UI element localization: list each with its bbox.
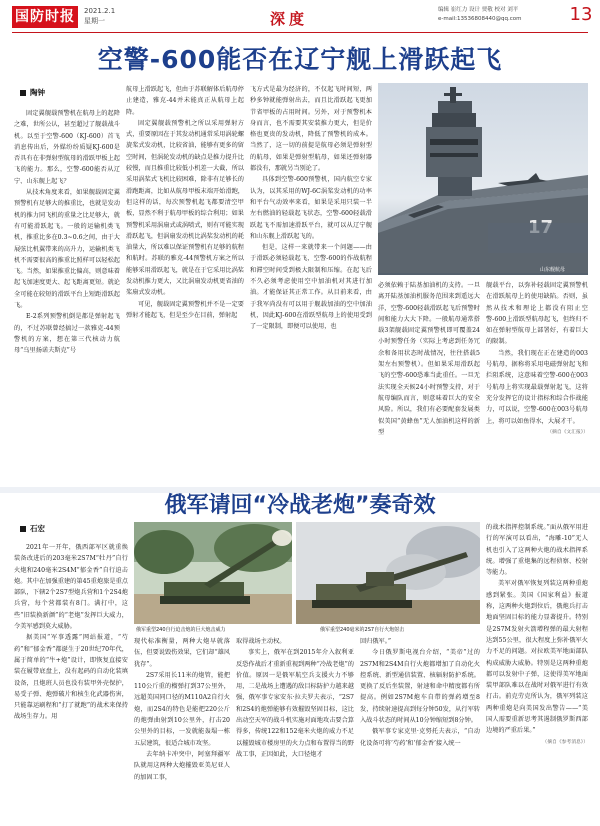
weekday-text: 星期一 [84,17,105,25]
staff-credits: 编辑 崔红力 设计 贾敬 校对 刘平 [438,7,519,13]
photo-caption: 山东舰航母 [540,267,566,273]
masthead-logo: 国防时报 [12,6,78,28]
issue-date [84,6,115,26]
header-divider [12,32,588,33]
article1-column-1 [14,108,120,480]
paragraph: 必须依赖于陆基加油机的支持。一旦离开陆基加油机服务范围来到遥远大洋，空警-600轻载滑跃起飞后预警时间和能力大大下降。一般航母通常搭载3架舰载固定翼预警机即可覆盖24小时预警任务（实际上考虑到任务冗余和备用状态时战情况，往往搭载5架左右预警机）。但如果采用滑跃起飞的空警-600恐难当此重任。一旦无法实现全天候24小时预警支持，对于航母编队而言，则意味着巨大的安全风险。所以，我们有必要配套发展类似美国“黄蜂鱼”无人加油机这样的新型 [378,282,480,436]
paragraph: 的战术指挥控制系统。”面从俄军用进行的军演可以看出，“海雕-10”无人机也引入了这两种火炮的战术指挥系统。增强了重炮集的远程侦察、校射等能力。 [486,524,588,577]
paragraph: 固定翼舰载预警机在航母上的起降之难，世所公认，甚至超过了舰载战斗机。以至于空警-600（KJ-600）首飞消息传出后，外媒纷纷质疑KJ-600是否具有在非弹射型航母的滑跃甲板上起飞的能力。那么，空警-600能否从辽宁、山东舰上起飞？ [14,110,120,185]
paragraph: 舰载平台，以弥补轻载固定翼预警机在滑跃航母上的使用缺陷。否则，虽然从技术和理论上都没有阻止空警-600上滑跃型航母起飞，但终归不如在弹射型航母上部署好，有着巨大的限制。 [486,282,588,346]
byline-author: 石宏 [30,524,45,533]
paragraph: 美军对俄军恢复列装这两种重炮感到紧张。美国《国家利益》报道称，这两种火炮到位后，俄炮兵打击地面坚固目标的能力显著提升。特别是2S7M发射火箭增程弹的最大射程达到55公里，很大程度上弥补俄军火力不足的问题。对拉欧美军地面部队构成威胁大威胁。特别是这两种重炮都可以发射中子弹，这使得美军地面装甲部队难以在战时对俄军进行有效打击。前克劳克所认为，俄军列装这两种重炮是向美国发出警告——“美国人需要重新思考其遏制俄罗斯西部边境的严重后果。” [486,580,588,735]
aircraft-carrier-image [378,83,588,275]
article2-column-2 [134,636,230,820]
article1-column-5 [486,280,588,480]
paragraph: 但是，这样一来就带来一个问题——由于滑跃必须轻载起飞，空警-600的作战航程和滞空时间受到极大限制和压缩。在起飞后不久必须考虑使用空中加油机对其进行加油。才能保证其正常工作。从目前来看，由于我军尚没有可以用于舰载加油的空中加油机，因此KJ-600在滑跃型航母上的使用受到了一定限制，即便可以使用，也 [250,244,372,331]
photo-caption-left: 俄军重型240自行迫击炮的巨大炮击威力 [136,627,226,633]
howitzer-photo [296,522,480,624]
howitzer-image [296,522,480,624]
paragraph: 航母上滑跃起飞，但由于苏联解体后航母停止建造，雅克-44并未能真正从航母上起降。 [126,86,244,116]
byline-square-icon [20,526,26,532]
section-title: 深度 [270,10,309,28]
paragraph: 事实上，俄军在到2015年介入叙利亚反恐作战后才重新重视到两种“冷战老炮”的价值。原因一是俄军航空兵支援火力不够用，二是战场上遭遇的敌目标防护力越来越强，俄军事专家安东·拉夫罗夫表示，“2S7和2S4的炮弹能够有效摧毁坚固目标，这比出动空天军的战斗机实施对面地攻击要合算得多，传统122和152毫米火炮的威力不足以摧毁城市楼房里的火力点和布置得当的野战工事，正因如此，大口径炮才 [236,649,354,758]
paragraph: 可见，舰载固定翼预警机并不是一定要弹射才能起飞，但是至少在目前，弹射起 [126,300,244,319]
article2-byline [20,523,45,534]
paragraph: 俄军事专家克里·克努托夫表示，“自动化设备可将‘芍药’和‘郁金香’接入统一 [360,728,480,747]
paragraph: 回归俄军。” [360,638,392,645]
paragraph: 现代标准衡量，两种大炮早就落伍，但要说毁伤效果，它们却“雄风犹存”。 [134,638,230,668]
photo-caption-right: 俄军重型240毫米的2S7自行火炮射击 [320,627,405,633]
byline-author: 陶钟 [30,88,45,97]
article2-column-3 [236,636,354,820]
article2-headline: 俄军请回“冷战老炮”奏奇效 [164,493,436,518]
byline-square-icon [20,90,26,96]
article1-column-2 [126,84,244,482]
contact-email[interactable]: e-mail:13536808440@qq.com [438,16,522,22]
paragraph: 当然，我们现在正在建造的003号航母，据称将采用电磁弹射起飞和拦阻系统，这意味着空警-600在003号航母上将实现最载弹射起飞，这将充分发挥它的设计指标和综合作战能力，可以说，空警-600在003号航母上，将可以如鱼得水，大展才干。 [486,349,588,425]
artillery-image [134,522,292,624]
article1-column-4 [378,280,480,480]
carrier-photo [378,83,588,275]
paragraph: 取得战场主动权。 [236,638,286,645]
paragraph: 2021年一开年，俄西部军区就重焕装备改进后的203毫米2S7M“牡丹”自行火炮和240毫米2S4M“郁金香”自行迫击炮。其中在加强重建的第45重炮旅是重点部队，下辖2个2S7型炮兵营和1个2S4炮兵营，每个营都装有8门。满打中，这些“旧装换新颜”的“老炮”发挥巨大威力，令美军感到莫大威胁。 [14,544,128,631]
article2-column-5 [486,522,588,820]
paragraph: 固定翼舰载预警机之所以采用弹射方式，重要原因在于其发动机通常采用涡轮螺旋桨式发动机，比较省油，能够有更多的留空时间，但涡轮发动机的缺点是推力提升比较慢，而且推重比较低小机差一大截，所以采用涡桨式飞机比较困难，除非有足够长的滑跑距离，比如从航母甲板末端开始滑跑，但这样的话，每次预警机起飞都要清空甲板，显然不利于航母甲板的综合利用；如果预警机采用涡扇式或涡喷式，则有可能实现滑跃起飞，但涡扇发动机比涡桨发动机的耗油量大，所以难以保证预警机有足够的航程和航时。苏联的雅克-44预警机方案之所以能够采用滑跃起飞，就是在于它采用比涡桨发动机推力更大，又比涡扇发动机更省油的桨扇式发动机。 [126,119,244,297]
page-number: 13 [569,4,593,25]
paragraph: 据美国“军事透露”网站报道，“芍药”和“郁金香”都诞生于20世纪70年代，属于简单的“牛+炮”设计，即恢复直接安装在履带底盘上，没有起码的自动化装填设备，且炮班人员也没有装甲外壳保护，易受子弹、炮弹破片和核生化武器伤害，只能靠运刷程和“打了就跑”的战术来保持战场生存力。用 [14,634,128,721]
article1-column-3 [250,84,372,482]
paragraph: 今日俄罗斯电视台介绍，“美帝”过的2S7M和2S4M自行火炮都增加了自动化火控系统、新型通信装置、核辐射防护系统。更换了反后坐装置，射速和命中精度都有所提高。例如2S7M炮车自带的弹药增至8发，持续射速提高到每分钟50发，从行军转入战斗状态的时间从10分钟缩短到8分钟。 [360,649,480,725]
paragraph: 飞方式是最为经济的，不仅起飞时间短，两秒多钟就能弹射出去，而且比滑跃起飞更加节省甲板的占用时间。另外，对于预警机本身而言，也不需要其安装推力更大，但是价格也更贵的发动机，降低了预警机的成本。当然了，这一切的前提是航母必须是弹射型的航母，如果是弹射型航母，如果还弹射器都没有，那就另当别论了。 [250,86,372,173]
mortar-photo [134,522,292,624]
paragraph: 具体到空警-600预警机，国内航空专家认为，以其采用的WJ-6C涡桨发动机的功率和平台气动效率来看，如果是采用只装一半左右燃油的轻载起飞状态，空警-600轻载滑跃起飞不需加速滑跃平台，就可以从辽宁舰和山东舰上滑跃起飞的。 [250,176,372,240]
article2-column-4 [360,636,480,820]
date-text: 2021.2.1 [84,7,116,15]
source-credit: （摘自《参考消息》） [542,739,588,745]
paragraph: E-2系列预警机倒是都是弹射起飞的，不过苏联曾经搞过一款雅克-44预警机的方案，想在第三代核动力航母“乌里扬诺夫斯克”号 [14,313,120,355]
article1-byline [20,87,45,98]
article2-column-1 [14,542,128,820]
paragraph: 去年纳卡冲突中，阿塞拜疆军队就用这两种大炮摧毁亚美尼亚人的加固工事， [134,750,230,781]
article1-headline: 空警-600能否在辽宁舰上滑跃起飞 [97,45,503,74]
staff-info [438,6,564,24]
paragraph: 从技术角度来看，如果舰载固定翼预警机有足够大的推重比，也就是发动机的推力同飞机的重量之比足够大，就有可能滑跃起飞。一般的运输机类飞机，推重比多在0.3~0.6之间，由于大展弦比机翼带来的高升力，运输机类飞机不需要很高的推重比照样可以轻松起飞。当然，如果推重比偏高，则意味着起飞加速度更大、起飞距离更短。就论全可能在较短的滑跃平台上短距滑跃起飞。 [14,189,120,310]
paragraph: 2S7采用长11米的炮管，能把110公斤重的榴弹打到37公里外，远超美国同口径的M110A2自行火炮，而2S4的特色是能把220公斤的炮弹曲射到10公里外，打击20公里外的目标，一发就能轰塌一栋五层建筑，很适合城市攻坚。 [134,671,230,747]
source-credit: （摘自《文汇报》） [547,429,588,435]
